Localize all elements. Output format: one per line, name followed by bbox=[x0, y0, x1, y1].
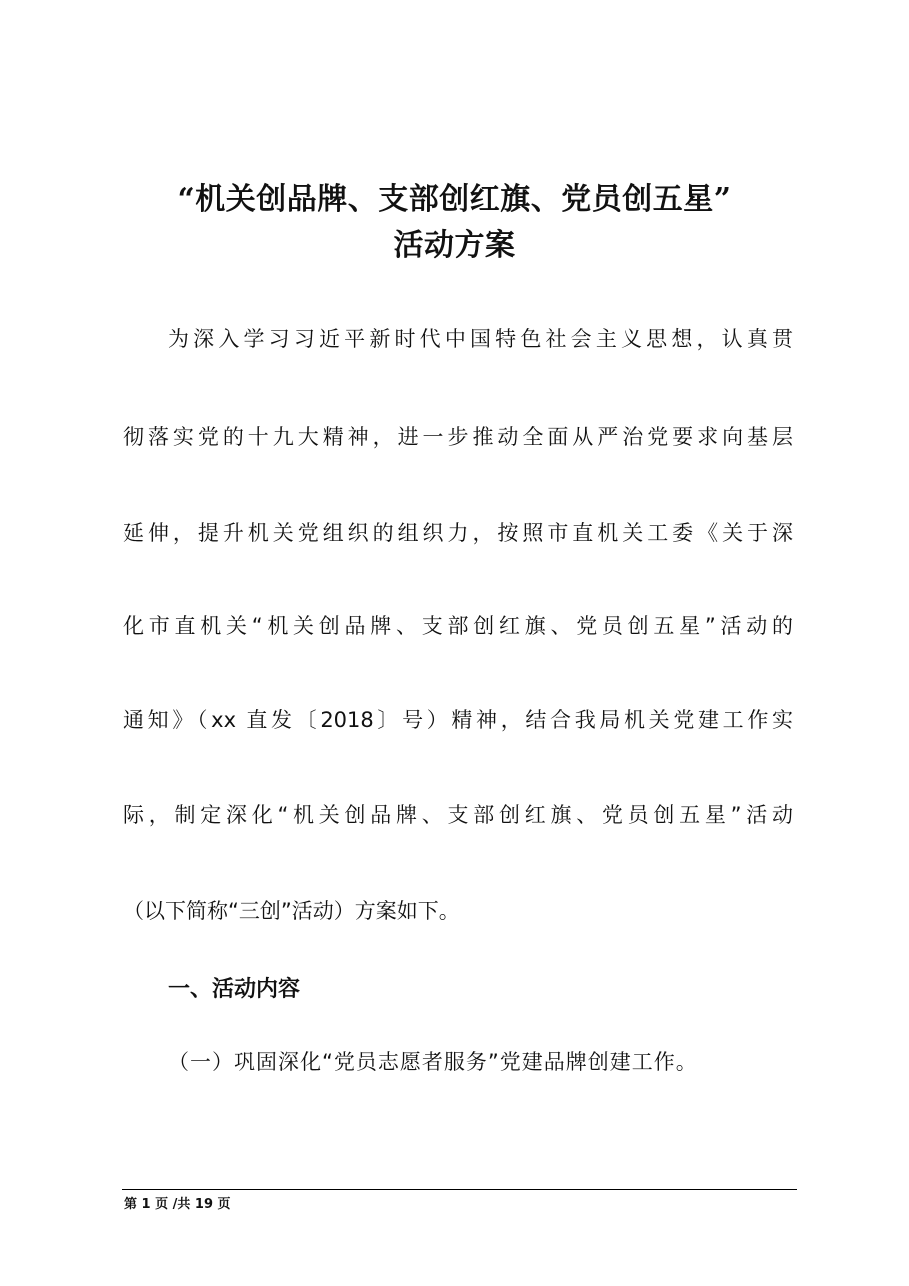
document-title-line-2: 活动方案 bbox=[393, 228, 516, 263]
section-heading: 一、活动内容 bbox=[168, 977, 301, 1002]
footer-divider bbox=[122, 1189, 797, 1190]
paragraph-line: 化市直机关“机关创品牌、支部创红旗、党员创五星”活动的 bbox=[123, 614, 793, 638]
paragraph-line: （以下简称“三创”活动）方案如下。 bbox=[123, 899, 460, 923]
paragraph-line: 彻落实党的十九大精神，进一步推动全面从严治党要求向基层 bbox=[123, 425, 793, 449]
paragraph-line: 际，制定深化“机关创品牌、支部创红旗、党员创五星”活动 bbox=[123, 803, 793, 827]
paragraph-line: 为深入学习习近平新时代中国特色社会主义思想，认真贯 bbox=[168, 327, 793, 351]
document-title-line-1: “机关创品牌、支部创红旗、党员创五星” bbox=[177, 182, 732, 217]
paragraph-line: 延伸，提升机关党组织的组织力，按照市直机关工委《关于深 bbox=[123, 521, 793, 545]
sub-item-heading: （一）巩固深化“党员志愿者服务”党建品牌创建工作。 bbox=[168, 1050, 698, 1074]
page-indicator: 第 1 页 /共 19 页 bbox=[124, 1197, 231, 1212]
paragraph-line: 通知》（xx 直发〔2018〕号）精神，结合我局机关党建工作实 bbox=[123, 708, 793, 732]
